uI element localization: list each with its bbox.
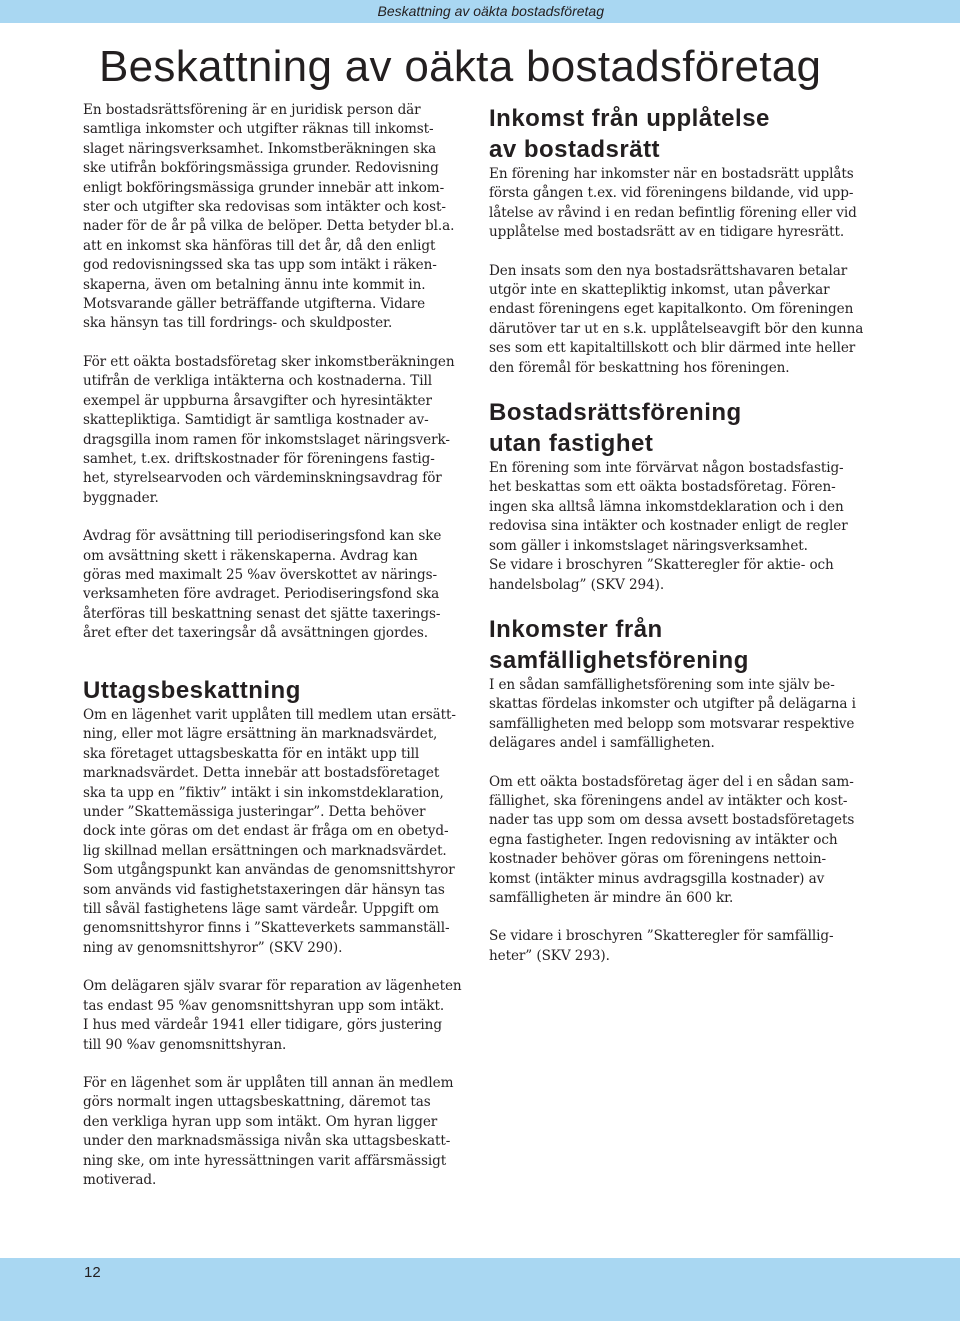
samfallighet-paragraph: I en sådan samfällighetsförening som inte själv be- skattas fördelas inkomster och utgifter på delägarna i samfälligheten med belopp som motsvarar respektive delägares andel i samfälligheten. bbox=[489, 676, 856, 752]
brf-paragraph: En förening som inte förvärvat någon bostadsfastig- het beskattas som ett oäkta bostadsföretag. Fören- ingen ska alltså lämna inkomstdeklaration och i den redovisa sina intäkter och kostnader enligt de regler som gäller i inkomstslaget näringsverksamhet. Se vidare i broschyren ”Skatteregler för aktie- och handelsbolag” (SKV 294). bbox=[489, 460, 848, 593]
header-band bbox=[0, 0, 960, 23]
periodization-fund-paragraph: Avdrag för avsättning till periodiseringsfond kan ske om avsättning skett i räkenskaperna. Avdrag kan göras med maximalt 25 %av överskottet av närings- verksamheten före avdraget. Periodiseringsfond ska återföras till beskattning senast det sjätte taxerings- året efter det taxeringsår då avsättningen gjordes. bbox=[83, 528, 442, 642]
footer-band bbox=[0, 1258, 960, 1321]
upplatelse-paragraph: En förening har inkomster när en bostadsrätt upplåts första gången t.ex. vid föreningens bildande, vid upp- låtelse av råvind i en redan befintlig förening eller vid upplåtelse med bostadsrätt av en tidigare hyresrätt. bbox=[489, 166, 857, 241]
right-column bbox=[489, 103, 877, 985]
heading-samfallighet: Inkomster från samfällighetsförening bbox=[489, 615, 749, 674]
uttag-section bbox=[83, 675, 471, 1209]
insats-paragraph: Den insats som den nya bostadsrättshavaren betalar utgör inte en skattepliktig inkomst, utan påverkar endast föreningens eget kapitalkonto. Om föreningen därutöver tar ut en s.k. upplåtelseavgift bör den kunna ses som ett kapitaltillskott och blir därmed inte heller den föremål för beskattning hos föreningen. bbox=[489, 262, 864, 376]
intro-paragraph: En bostadsrättsförening är en juridisk person där samtliga inkomster och utgifter räknas till inkomst- slaget näringsverksamhet. Inkomstberäkningen ska ske utifrån bokföringsmässiga grunder. Redovisning enligt bokföringsmässiga grunder innebär att inkom- ster och utgifter ska redovisas som intäkter och kost- nader för de år på vilka de belöper. Detta betyder bl.a. att en inkomst ska hänföras till det år, då den enligt god redovisningssed ska tas upp som intäkt i räken- skaperna, även om betalning ännu inte kommit in. Motsvarande gäller beträffande utgifterna. Vidare ska hänsyn tas till fordrings- och skuldposter. bbox=[83, 102, 455, 332]
page-number: 12 bbox=[84, 1264, 101, 1281]
heading-inkomst-upplatelse: Inkomst från upplåtelse av bostadsrätt bbox=[489, 105, 770, 163]
income-calculation-paragraph: För ett oäkta bostadsföretag sker inkomstberäkningen utifrån de verkliga intäkterna och kostnaderna. Till exempel är uppburna årsavgifter och hyresintäkter skattepliktiga. Samtidigt är samtliga kostnader av- dragsgilla inom ramen för inkomstslaget näringsverk- samhet, t.ex. driftskostnader för föreningens fastig- het, styrelsearvoden och värdeminskningsavdrag för byggnader. bbox=[83, 353, 455, 506]
heading-brf-utan-fastighet: Bostadsrättsförening utan fastighet bbox=[489, 399, 742, 458]
samfallighet-reference-paragraph: Se vidare i broschyren ”Skatteregler för samfällig- heter” (SKV 293). bbox=[489, 928, 834, 964]
non-member-paragraph: För en lägenhet som är upplåten till annan än medlem görs normalt ingen uttagsbeskattning, däremot tas den verkliga hyran upp som intäkt. Om hyran ligger under den marknadsmässiga nivån ska uttagsbeskatt- ning ske, om inte hyressättningen varit affärsmässigt motiverad. bbox=[83, 1074, 454, 1188]
page-title: Beskattning av oäkta bostadsföretag bbox=[99, 42, 822, 91]
left-column bbox=[83, 101, 471, 663]
repair-paragraph: Om delägaren själv svarar för reparation av lägenheten tas endast 95 %av genomsnittshyran upp som intäkt. I hus med värdeår 1941 eller tidigare, görs justering till 90 %av genomsnittshyran. bbox=[83, 978, 462, 1053]
uttag-paragraph: Om en lägenhet varit upplåten till medlem utan ersätt- ning, eller mot lägre ersättning än marknadsvärdet, ska företaget uttagsbeskatta för en intäkt upp till marknadsvärdet. Detta innebär att bostadsföretaget ska ta upp en ”fiktiv” intäkt i sin inkomstdeklaration, under ”Skattemässiga justeringar”. Detta behöver dock inte göras om det endast är fråga om en obetyd- lig skillnad mellan ersättningen och marknadsvärdet. Som utgångspunkt kan användas de genomsnittshyror som används vid fastighetstaxeringen där hänsyn tas till såväl fastighetens läge samt värdeår. Uppgift om genomsnittshyror finns i ”Skatteverkets sammanställ- ning av genomsnittshyror” (SKV 290). bbox=[83, 707, 456, 956]
heading-uttagsbeskattning: Uttagsbeskattning bbox=[83, 677, 301, 704]
running-title: Beskattning av oäkta bostadsföretag bbox=[377, 3, 604, 19]
samfallighet-andel-paragraph: Om ett oäkta bostadsföretag äger del i en sådan sam- fällighet, ska föreningens andel av intäkter och kost- nader tas upp som om dessa avsett bostadsföretagets egna fastigheter. Ingen redovisning av intäkter och kostnader behöver göras om föreningens nettoin- komst (intäkter minus avdragsgilla kostnader) av samfälligheten är mindre än 600 kr. bbox=[489, 773, 855, 906]
